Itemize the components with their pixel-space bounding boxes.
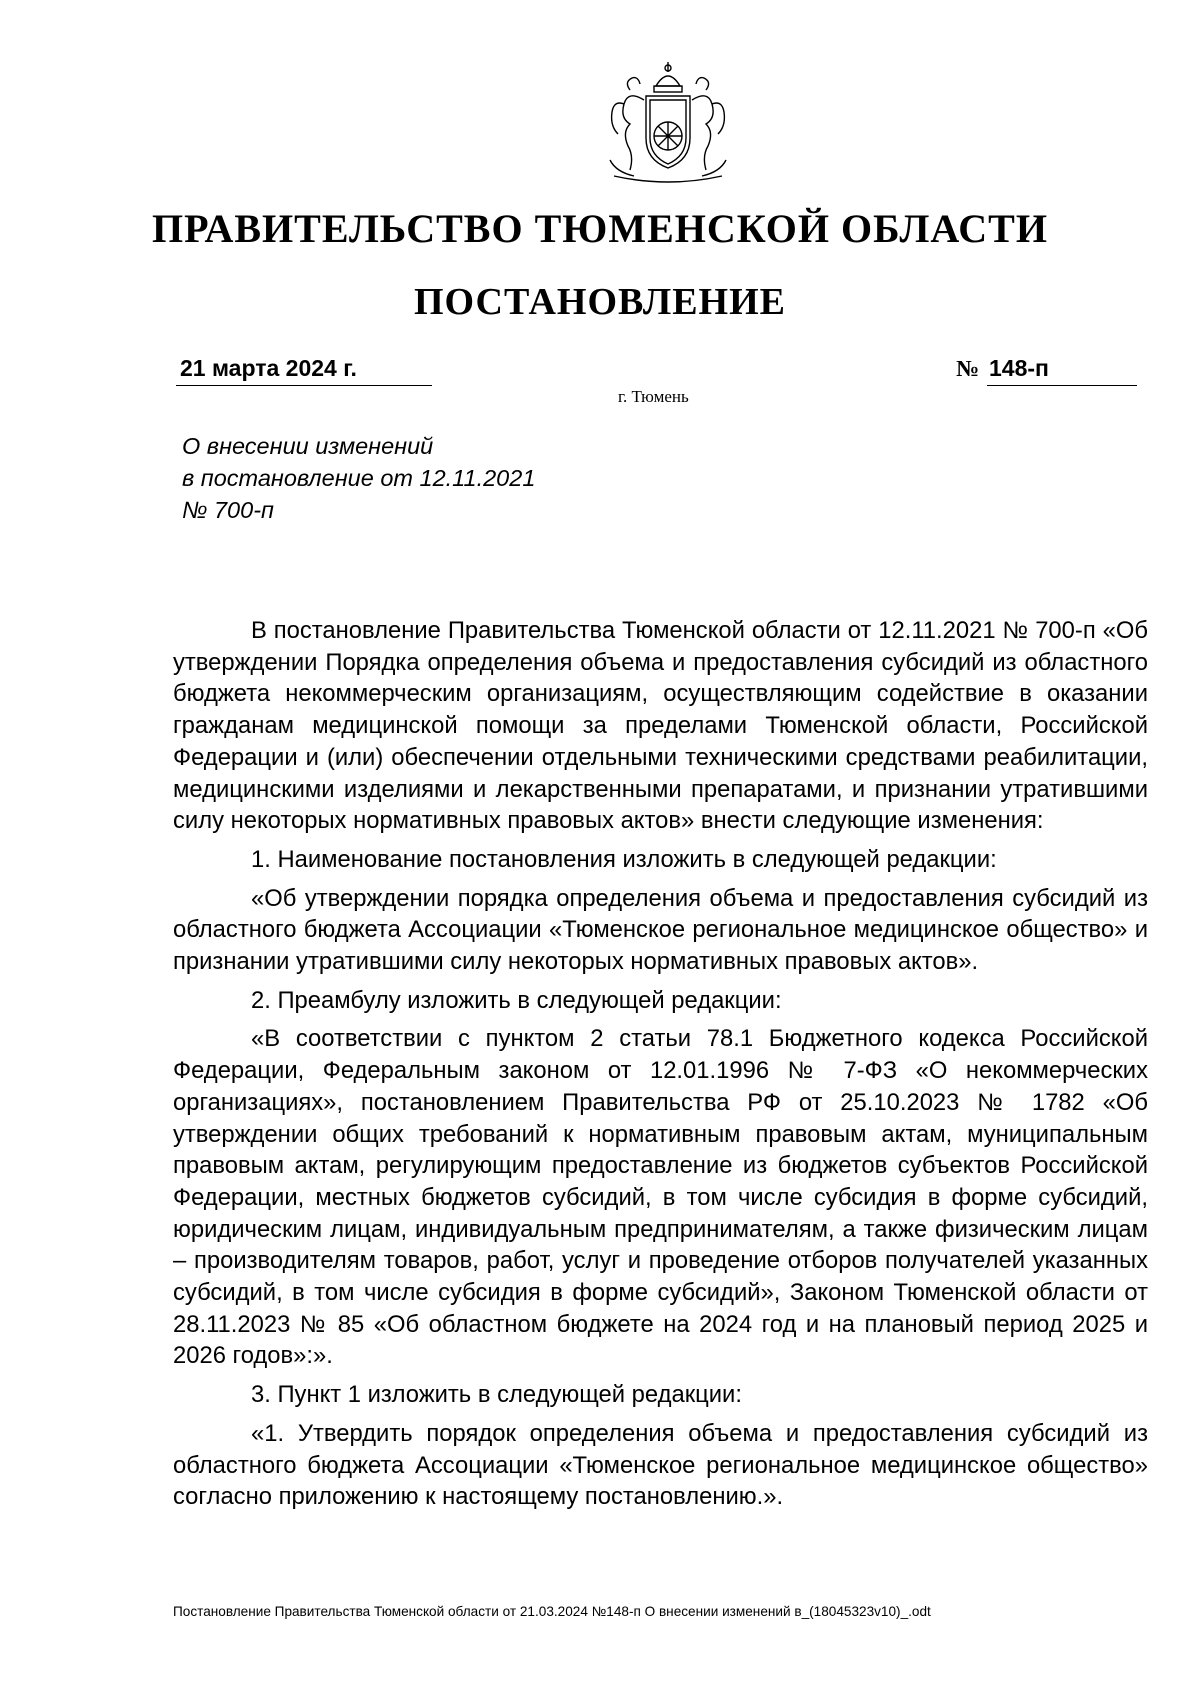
document-date-field <box>176 355 432 386</box>
document-date: 21 марта 2024 г. <box>180 355 357 381</box>
body-paragraph: 2. Преамбулу изложить в следующей редакции: <box>251 986 782 1014</box>
subject-line: О внесении изменений <box>182 433 434 459</box>
body-paragraph: 1. Наименование постановления изложить в следующей редакции: <box>251 845 997 873</box>
government-title: ПРАВИТЕЛЬСТВО ТЮМЕНСКОЙ ОБЛАСТИ <box>152 206 1048 251</box>
body-paragraph: В постановление Правительства Тюменской области от 12.11.2021 № 700-п «Об утверждении Порядка определения объема и предоставления субсидий из областного бюджета некоммерческим организациям, осуществляющим содействие в оказании гражданам медицинской помощи за пределами Тюменской области, Российской Федерации и (или) обеспечении отдельными техническими средствами реабилитации, медицинскими изделиями и лекарственными препаратами, и признании утратившими силу некоторых нормативных правовых актов» внести следующие изменения: <box>173 617 1148 835</box>
body-paragraph: 3. Пункт 1 изложить в следующей редакции: <box>251 1381 742 1409</box>
number-sign: № <box>956 356 980 381</box>
document-body <box>173 615 1148 1520</box>
coat-of-arms-emblem <box>594 60 742 190</box>
subject-line: в постановление от 12.11.2021 <box>182 465 536 491</box>
body-paragraph: «В соответствии с пунктом 2 статьи 78.1 Бюджетного кодекса Российской Федерации, Федеральным законом от 12.01.1996 № 7-ФЗ «О некоммерческих организациях», постановлением Правительства РФ от 25.10.2023 № 1782 «Об утверждении общих требований к нормативным правовым актам, муниципальным правовым актам, регулирующим предоставление из бюджетов субъектов Российской Федерации, местных бюджетов субсидий, в том числе субсидия в форме субсидий, юридическим лицам, индивидуальным предпринимателям, а также физическим лицам – производителям товаров, работ, услуг и проведение отборов получателей указанных субсидий, в том числе субсидия в форме субсидий», Законом Тюменской области от 28.11.2023 № 85 «Об областном бюджете на 2024 год и на плановый период 2025 и 2026 годов»:». <box>173 1025 1148 1370</box>
document-number-field <box>987 355 1137 386</box>
subject-line: № 700-п <box>182 497 274 523</box>
document-type-title: ПОСТАНОВЛЕНИЕ <box>413 281 787 323</box>
page-footer: Постановление Правительства Тюменской области от 21.03.2024 №148-п О внесении изменений в_(18045323v10)_.odt <box>173 1604 931 1619</box>
document-number: 148-п <box>989 355 1049 381</box>
document-subject <box>182 430 682 526</box>
body-paragraph: «Об утверждении порядка определения объема и предоставления субсидий из областного бюджета Ассоциации «Тюменское региональное медицинское общество» и признании утратившими силу некоторых нормативных правовых актов». <box>173 884 1148 976</box>
city-label: г. Тюмень <box>618 387 689 406</box>
body-paragraph: «1. Утвердить порядок определения объема и предоставления субсидий из областного бюджета Ассоциации «Тюменское региональное медицинское общество» согласно приложению к настоящему постановлению.». <box>173 1419 1148 1511</box>
